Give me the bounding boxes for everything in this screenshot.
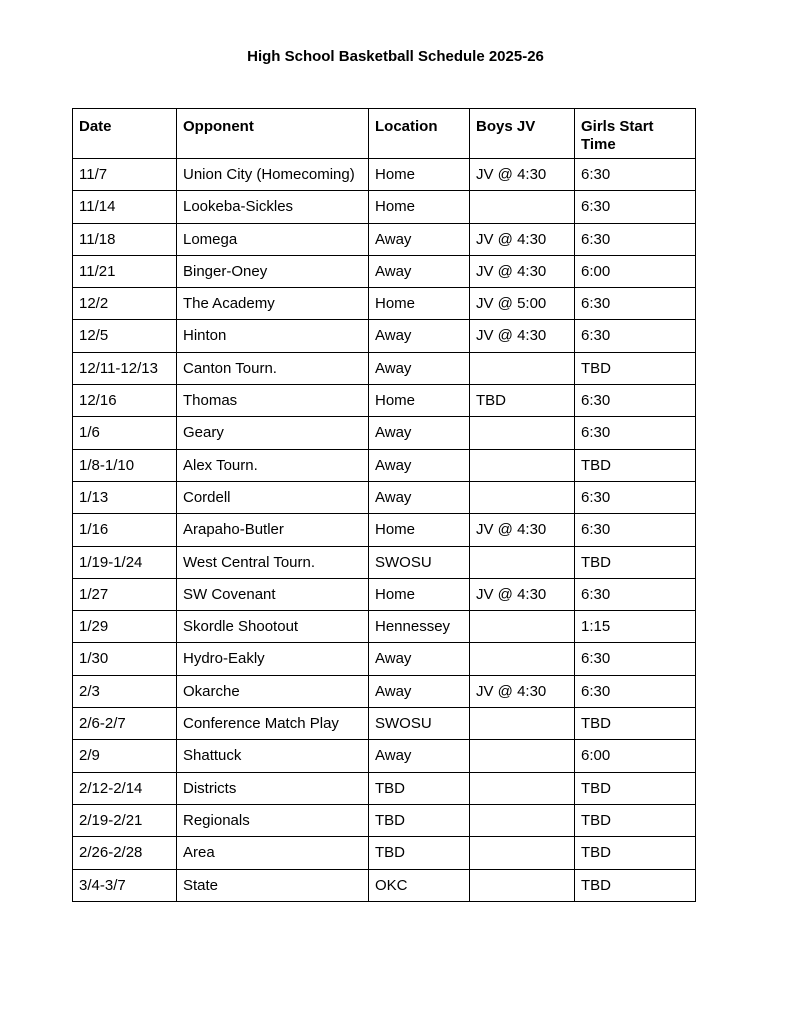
date-cell: 1/16 <box>73 514 177 546</box>
opponent-cell: Geary <box>177 417 369 449</box>
opponent-cell: Skordle Shootout <box>177 611 369 643</box>
opponent-cell: Thomas <box>177 385 369 417</box>
location-cell: Home <box>369 191 470 223</box>
girls-start-time-cell: 6:30 <box>575 481 696 513</box>
opponent-cell: West Central Tourn. <box>177 546 369 578</box>
location-cell: Away <box>369 223 470 255</box>
table-row <box>73 675 696 707</box>
table-row <box>73 837 696 869</box>
opponent-cell: Regionals <box>177 804 369 836</box>
location-cell: SWOSU <box>369 546 470 578</box>
table-row <box>73 159 696 191</box>
table-row <box>73 481 696 513</box>
location-cell: Home <box>369 578 470 610</box>
opponent-cell: Okarche <box>177 675 369 707</box>
header-row <box>73 109 696 159</box>
table-row <box>73 546 696 578</box>
girls-start-time-cell: 6:30 <box>575 385 696 417</box>
table-row <box>73 385 696 417</box>
boys-jv-cell: JV @ 4:30 <box>470 514 575 546</box>
girls-start-time-cell: TBD <box>575 449 696 481</box>
date-cell: 1/8-1/10 <box>73 449 177 481</box>
boys-jv-cell: JV @ 4:30 <box>470 159 575 191</box>
boys-jv-cell: TBD <box>470 385 575 417</box>
boys-jv-cell <box>470 417 575 449</box>
girls-start-time-cell: 6:00 <box>575 255 696 287</box>
location-cell: TBD <box>369 837 470 869</box>
location-cell: Home <box>369 385 470 417</box>
boys-jv-cell <box>470 611 575 643</box>
table-row <box>73 643 696 675</box>
date-cell: 1/6 <box>73 417 177 449</box>
boys-jv-cell <box>470 352 575 384</box>
date-cell: 12/16 <box>73 385 177 417</box>
column-header-opponent: Opponent <box>177 109 369 159</box>
table-row <box>73 611 696 643</box>
boys-jv-cell <box>470 804 575 836</box>
date-cell: 11/14 <box>73 191 177 223</box>
column-header-boys-jv: Boys JV <box>470 109 575 159</box>
date-cell: 2/26-2/28 <box>73 837 177 869</box>
table-row <box>73 869 696 901</box>
boys-jv-cell <box>470 772 575 804</box>
date-cell: 2/3 <box>73 675 177 707</box>
date-cell: 12/2 <box>73 288 177 320</box>
girls-start-time-cell: 6:30 <box>575 191 696 223</box>
date-cell: 11/21 <box>73 255 177 287</box>
girls-start-time-cell: 6:30 <box>575 320 696 352</box>
opponent-cell: Districts <box>177 772 369 804</box>
location-cell: SWOSU <box>369 708 470 740</box>
date-cell: 1/19-1/24 <box>73 546 177 578</box>
schedule-table <box>72 108 696 902</box>
opponent-cell: Lookeba-Sickles <box>177 191 369 223</box>
opponent-cell: Alex Tourn. <box>177 449 369 481</box>
date-cell: 1/13 <box>73 481 177 513</box>
opponent-cell: Hydro-Eakly <box>177 643 369 675</box>
boys-jv-cell <box>470 740 575 772</box>
location-cell: Hennessey <box>369 611 470 643</box>
date-cell: 1/27 <box>73 578 177 610</box>
date-cell: 3/4-3/7 <box>73 869 177 901</box>
table-row <box>73 514 696 546</box>
girls-start-time-cell: 6:30 <box>575 643 696 675</box>
boys-jv-cell <box>470 643 575 675</box>
location-cell: Away <box>369 449 470 481</box>
table-row <box>73 449 696 481</box>
column-header-location: Location <box>369 109 470 159</box>
date-cell: 2/6-2/7 <box>73 708 177 740</box>
location-cell: Away <box>369 417 470 449</box>
boys-jv-cell <box>470 449 575 481</box>
girls-start-time-cell: TBD <box>575 352 696 384</box>
location-cell: TBD <box>369 772 470 804</box>
girls-start-time-cell: TBD <box>575 804 696 836</box>
table-row <box>73 772 696 804</box>
location-cell: Away <box>369 740 470 772</box>
girls-start-time-cell: 1:15 <box>575 611 696 643</box>
location-cell: Away <box>369 352 470 384</box>
boys-jv-cell: JV @ 5:00 <box>470 288 575 320</box>
table-row <box>73 255 696 287</box>
date-cell: 11/18 <box>73 223 177 255</box>
location-cell: Away <box>369 320 470 352</box>
girls-start-time-cell: 6:00 <box>575 740 696 772</box>
girls-start-time-cell: 6:30 <box>575 417 696 449</box>
table-row <box>73 288 696 320</box>
opponent-cell: Cordell <box>177 481 369 513</box>
girls-start-time-cell: TBD <box>575 708 696 740</box>
boys-jv-cell <box>470 546 575 578</box>
location-cell: Away <box>369 481 470 513</box>
table-row <box>73 223 696 255</box>
table-row <box>73 191 696 223</box>
girls-start-time-cell: 6:30 <box>575 159 696 191</box>
girls-start-time-cell: TBD <box>575 772 696 804</box>
opponent-cell: Area <box>177 837 369 869</box>
table-row <box>73 578 696 610</box>
boys-jv-cell <box>470 481 575 513</box>
opponent-cell: Lomega <box>177 223 369 255</box>
girls-start-time-cell: 6:30 <box>575 223 696 255</box>
girls-start-time-cell: 6:30 <box>575 288 696 320</box>
opponent-cell: Shattuck <box>177 740 369 772</box>
opponent-cell: SW Covenant <box>177 578 369 610</box>
date-cell: 2/19-2/21 <box>73 804 177 836</box>
girls-start-time-cell: TBD <box>575 869 696 901</box>
location-cell: Home <box>369 288 470 320</box>
girls-start-time-cell: 6:30 <box>575 675 696 707</box>
table-row <box>73 320 696 352</box>
boys-jv-cell <box>470 869 575 901</box>
opponent-cell: Arapaho-Butler <box>177 514 369 546</box>
column-header-girls-start-time: Girls Start Time <box>575 109 696 159</box>
date-cell: 2/9 <box>73 740 177 772</box>
boys-jv-cell <box>470 191 575 223</box>
date-cell: 2/12-2/14 <box>73 772 177 804</box>
opponent-cell: Hinton <box>177 320 369 352</box>
boys-jv-cell <box>470 708 575 740</box>
table-row <box>73 804 696 836</box>
location-cell: TBD <box>369 804 470 836</box>
girls-start-time-cell: 6:30 <box>575 578 696 610</box>
table-row <box>73 740 696 772</box>
boys-jv-cell <box>470 837 575 869</box>
date-cell: 11/7 <box>73 159 177 191</box>
table-row <box>73 352 696 384</box>
column-header-date: Date <box>73 109 177 159</box>
location-cell: Home <box>369 514 470 546</box>
date-cell: 12/11-12/13 <box>73 352 177 384</box>
opponent-cell: Conference Match Play <box>177 708 369 740</box>
location-cell: Away <box>369 675 470 707</box>
girls-start-time-cell: TBD <box>575 837 696 869</box>
date-cell: 1/30 <box>73 643 177 675</box>
date-cell: 12/5 <box>73 320 177 352</box>
opponent-cell: State <box>177 869 369 901</box>
boys-jv-cell: JV @ 4:30 <box>470 578 575 610</box>
boys-jv-cell: JV @ 4:30 <box>470 255 575 287</box>
girls-start-time-cell: 6:30 <box>575 514 696 546</box>
location-cell: Away <box>369 643 470 675</box>
location-cell: OKC <box>369 869 470 901</box>
opponent-cell: The Academy <box>177 288 369 320</box>
table-row <box>73 417 696 449</box>
boys-jv-cell: JV @ 4:30 <box>470 223 575 255</box>
table-row <box>73 708 696 740</box>
boys-jv-cell: JV @ 4:30 <box>470 320 575 352</box>
girls-start-time-cell: TBD <box>575 546 696 578</box>
opponent-cell: Canton Tourn. <box>177 352 369 384</box>
opponent-cell: Binger-Oney <box>177 255 369 287</box>
boys-jv-cell: JV @ 4:30 <box>470 675 575 707</box>
date-cell: 1/29 <box>73 611 177 643</box>
page-title: High School Basketball Schedule 2025-26 <box>247 48 544 65</box>
location-cell: Home <box>369 159 470 191</box>
location-cell: Away <box>369 255 470 287</box>
opponent-cell: Union City (Homecoming) <box>177 159 369 191</box>
